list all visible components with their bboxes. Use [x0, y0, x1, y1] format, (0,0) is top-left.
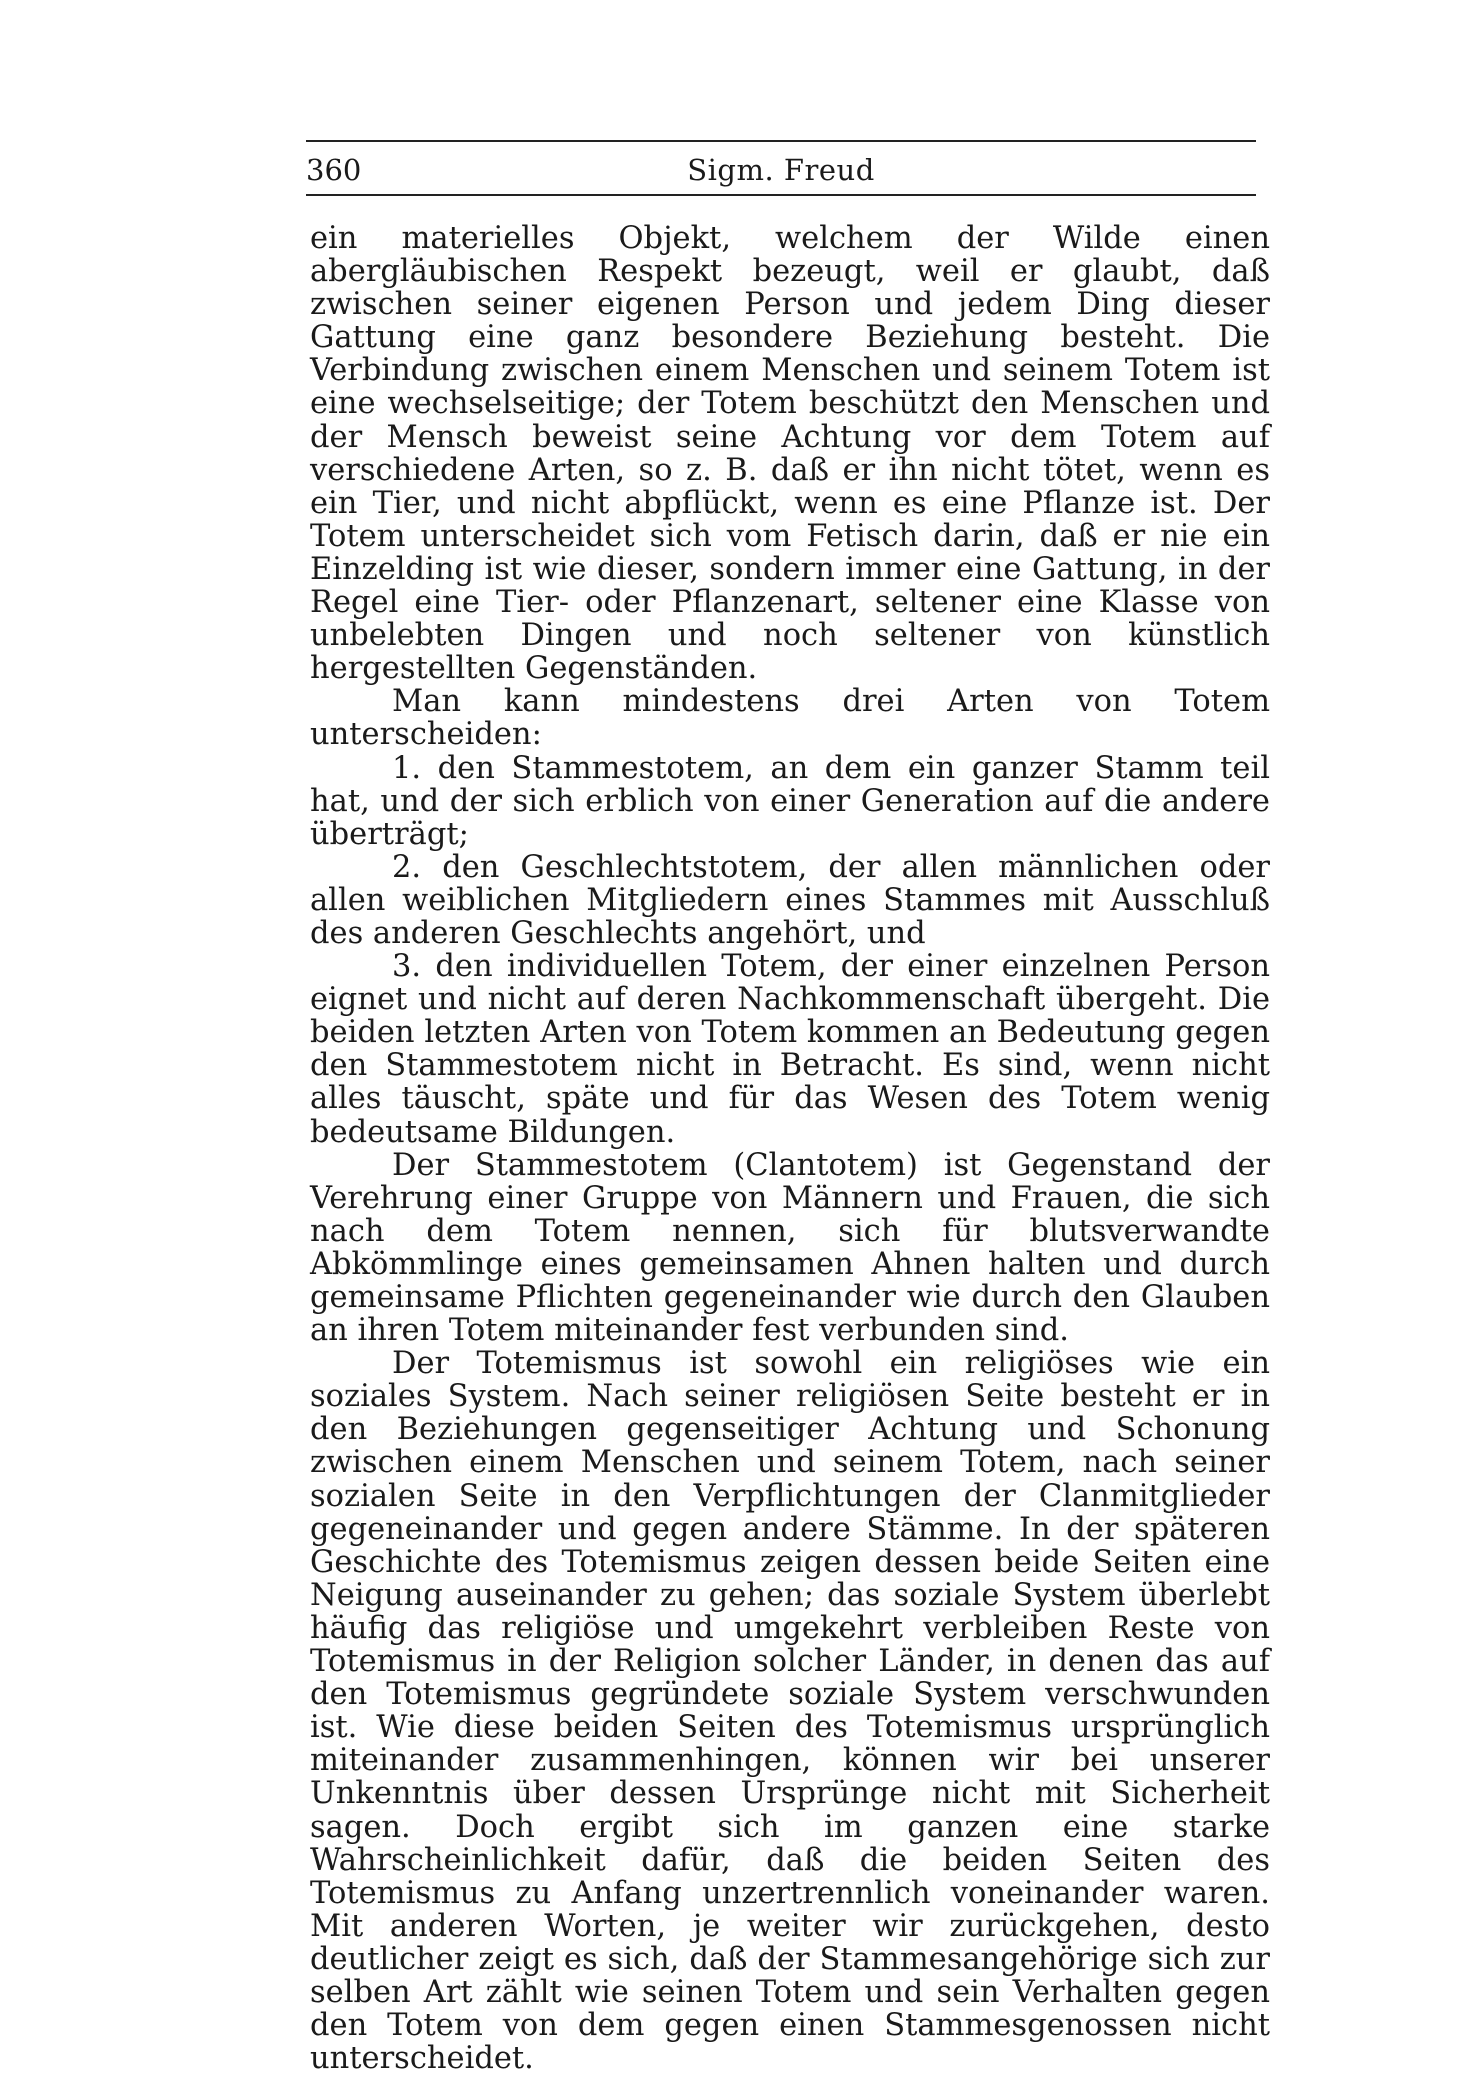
paragraph-1: ein materielles Objekt, welchem der Wilde einen abergläubischen Respekt bezeugt, weil er glaubt, daß zwischen seiner eigenen Person und jedem Ding dieser Gattung eine ganz besondere Beziehung besteht. Die Verbindung zwischen einem Menschen und seinem Totem ist eine wechselseitige; der Totem beschützt den Menschen und der Mensch beweist seine Achtung vor dem Totem auf verschiedene Arten, so z. B. daß er ihn nicht tötet, wenn es ein Tier, und nicht abpflückt, wenn es eine Pflanze ist. Der Totem unterscheidet sich vom Fetisch darin, daß er nie ein Einzelding ist wie dieser, sondern immer eine Gattung, in der Regel eine Tier- oder Pflanzenart, seltener eine Klasse von unbelebten Dingen und noch seltener von künstlich hergestellten Gegenständen. [310, 221, 1270, 687]
header-rule-top [306, 140, 1256, 142]
body-text [310, 222, 1270, 2075]
running-head: Sigm. Freud [687, 153, 875, 187]
page-header [306, 140, 1256, 200]
paragraph-2: Man kann mindestens drei Arten von Totem unterscheiden: [310, 684, 1270, 753]
paragraph-7: Der Totemismus ist sowohl ein religiöses wie ein soziales System. Nach seiner religiösen Seite besteht er in den Beziehungen gegenseitiger Achtung und Schonung zwischen einem Menschen und seinem Totem, nach seiner sozialen Seite in den Verpflichtungen der Clanmitglieder gegeneinander und gegen andere Stämme. In der späteren Geschichte des Totemismus zeigen dessen beide Seiten eine Neigung auseinander zu gehen; das soziale System überlebt häufig das religiöse und umgekehrt verbleiben Reste von Totemismus in der Religion solcher Länder, in denen das auf den Totemismus gegründete soziale System verschwunden ist. Wie diese beiden Seiten des Totemismus ursprünglich miteinander zusammenhingen, können wir bei unserer Unkenntnis über dessen Ursprünge nicht mit Sicherheit sagen. Doch ergibt sich im ganzen eine starke Wahrscheinlichkeit dafür, daß die beiden Seiten des Totemismus zu Anfang unzertrennlich voneinander waren. Mit anderen Worten, je weiter wir zurückgehen, desto deutlicher zeigt es sich, daß der Stammesangehörige sich zur selben Art zählt wie seinen Totem und sein Verhalten gegen den Totem von dem gegen einen Stammesgenossen nicht unterscheidet. [310, 1346, 1270, 2077]
paragraph-4: 2. den Geschlechtstotem, der allen männlichen oder allen weiblichen Mitgliedern eines Stammes mit Ausschluß des anderen Geschlechts angehört, und [310, 849, 1270, 951]
header-rule-bottom [306, 194, 1256, 196]
paragraph-6: Der Stammestotem (Clantotem) ist Gegenstand der Verehrung einer Gruppe von Männern und Frauen, die sich nach dem Totem nennen, sich für blutsverwandte Abkömmlinge eines gemeinsamen Ahnen halten und durch gemeinsame Pflichten gegeneinander wie durch den Glauben an ihren Totem miteinander fest verbunden sind. [310, 1147, 1270, 1349]
paragraph-5: 3. den individuellen Totem, der einer einzelnen Person eignet und nicht auf deren Nachkommenschaft übergeht. Die beiden letzten Arten von Totem kommen an Bedeutung gegen den Stammestotem nicht in Betracht. Es sind, wenn nicht alles täuscht, späte und für das Wesen des Totem wenig bedeutsame Bildungen. [310, 949, 1270, 1150]
page-number: 360 [306, 153, 362, 187]
paragraph-3: 1. den Stammestotem, an dem ein ganzer Stamm teil hat, und der sich erblich von einer Generation auf die andere überträgt; [310, 750, 1270, 852]
